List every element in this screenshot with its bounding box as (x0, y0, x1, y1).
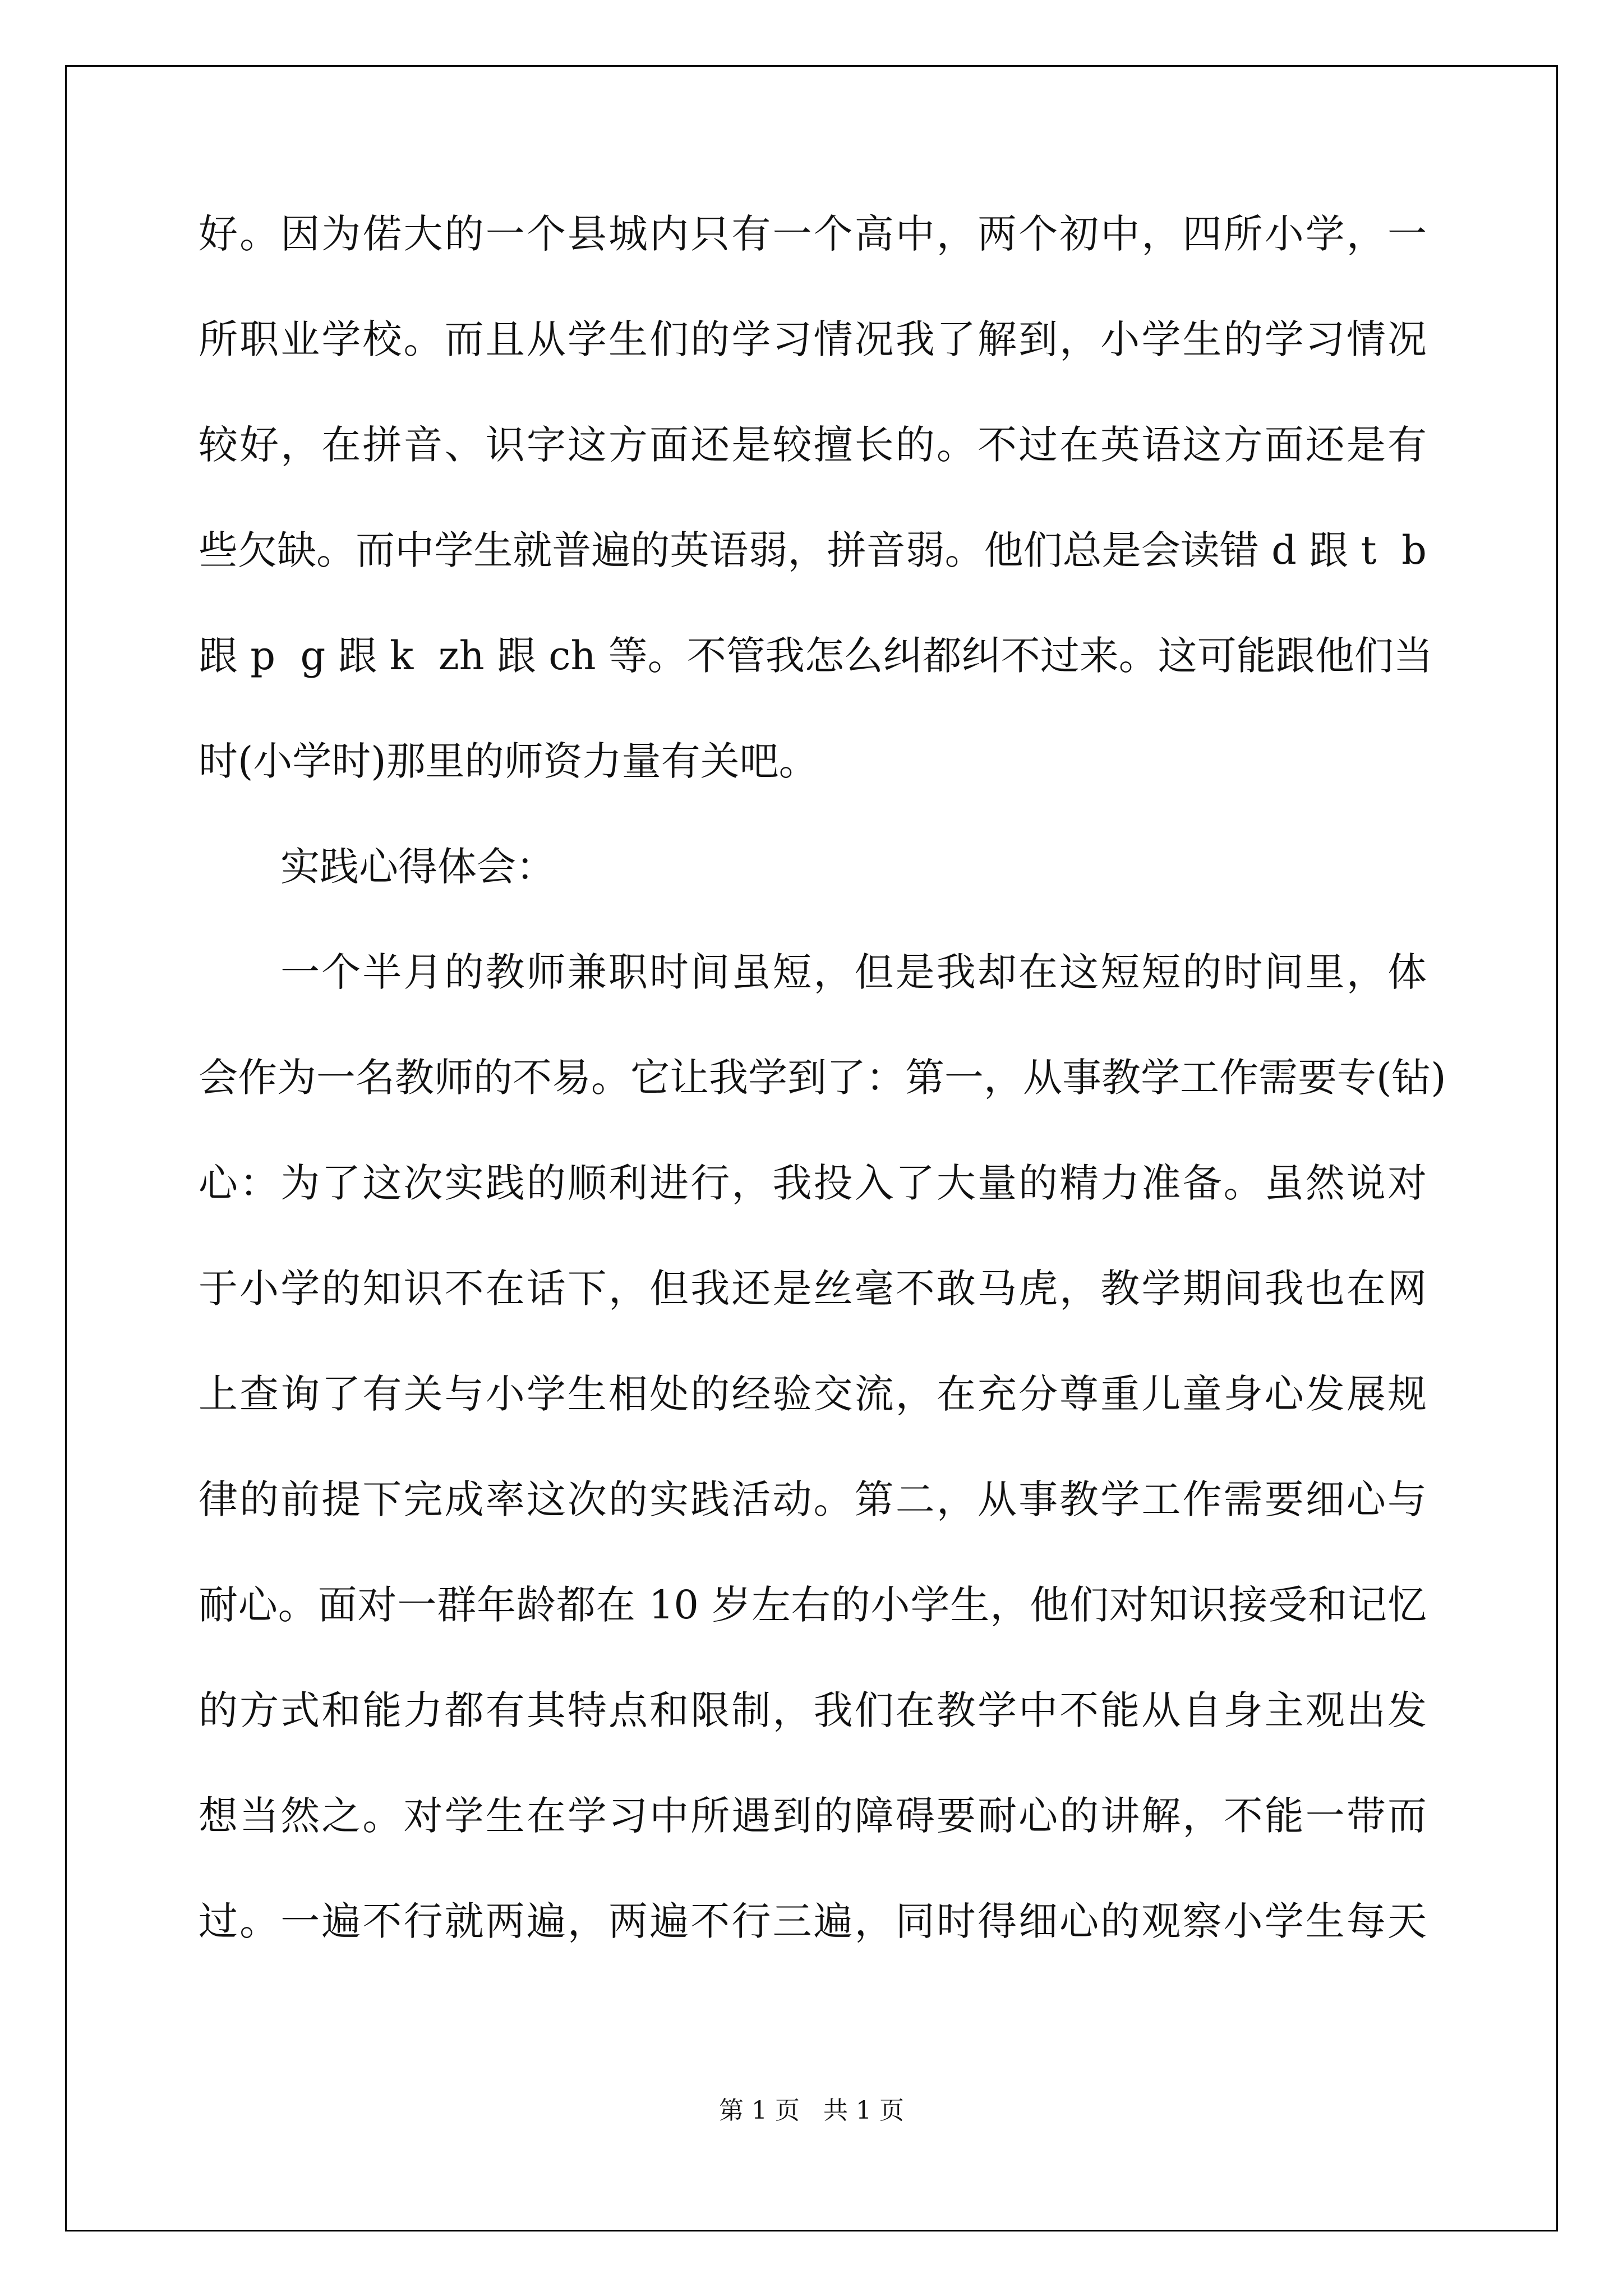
page-footer: 第 1 页 共 1 页 (719, 2096, 904, 2125)
text-line: 些欠缺。而中学生就普遍的英语弱，拼音弱。他们总是会读错 d 跟 t b (199, 527, 1427, 573)
text-line: 跟 p g 跟 k zh 跟 ch 等。不管我怎么纠都纠不过来。这可能跟他们当 (199, 633, 1433, 679)
text-line: 会作为一名教师的不易。它让我学到了：第一，从事教学工作需要专(钻) (199, 1055, 1446, 1101)
text-line: 好。因为偌大的一个县城内只有一个高中，两个初中，四所小学，一 (199, 211, 1427, 257)
section-heading: 实践心得体会： (280, 844, 555, 890)
text-line: 律的前提下完成率这次的实践活动。第二，从事教学工作需要细心与 (199, 1476, 1427, 1522)
text-line: 想当然之。对学生在学习中所遇到的障碍要耐心的讲解，不能一带而 (199, 1793, 1427, 1839)
text-line: 时(小学时)那里的师资力量有关吧。 (199, 738, 818, 784)
body-text (199, 209, 1446, 2001)
text-line: 过。一遍不行就两遍，两遍不行三遍，同时得细心的观察小学生每天 (199, 1898, 1427, 1944)
text-line: 较好，在拼音、识字这方面还是较擅长的。不过在英语这方面还是有 (199, 422, 1427, 468)
text-line: 耐心。面对一群年龄都在 10 岁左右的小学生，他们对知识接受和记忆 (199, 1582, 1427, 1628)
text-line: 于小学的知识不在话下，但我还是丝毫不敢马虎，教学期间我也在网 (199, 1266, 1427, 1312)
text-line: 一个半月的教师兼职时间虽短，但是我却在这短短的时间里，体 (280, 949, 1427, 995)
text-line: 心：为了这次实践的顺利进行，我投入了大量的精力准备。虽然说对 (199, 1160, 1427, 1206)
text-line: 所职业学校。而且从学生们的学习情况我了解到，小学生的学习情况 (199, 316, 1427, 362)
text-line: 上查询了有关与小学生相处的经验交流，在充分尊重儿童身心发展规 (199, 1371, 1427, 1417)
text-line: 的方式和能力都有其特点和限制，我们在教学中不能从自身主观出发 (199, 1687, 1427, 1733)
